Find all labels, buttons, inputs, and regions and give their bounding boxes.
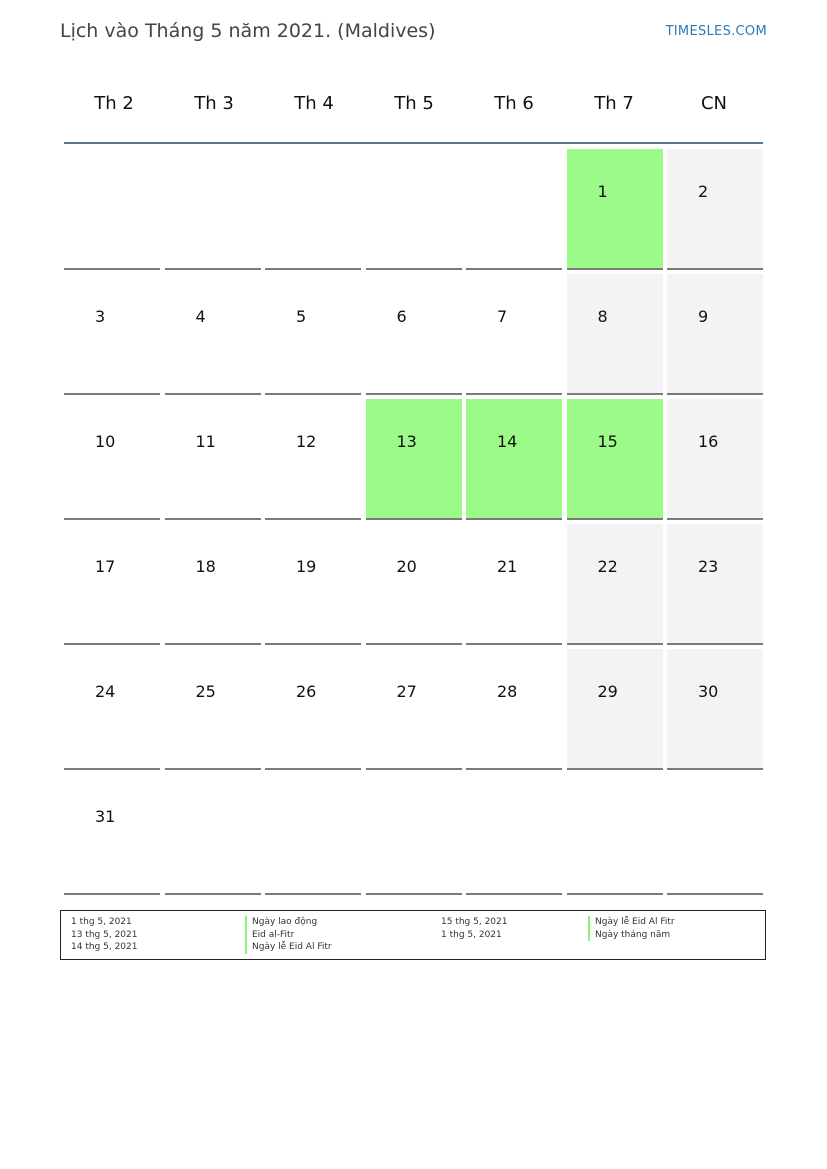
day-number: 10 bbox=[95, 432, 116, 451]
page-title: Lịch vào Tháng 5 năm 2021. (Maldives) bbox=[60, 20, 436, 42]
weekday-header bbox=[64, 88, 764, 120]
day-cell-15[interactable] bbox=[567, 399, 663, 520]
empty-day-cell bbox=[265, 774, 361, 895]
day-number: 6 bbox=[396, 307, 407, 326]
day-number: 9 bbox=[698, 307, 709, 326]
day-number: 23 bbox=[698, 557, 719, 576]
empty-day-cell bbox=[64, 149, 160, 270]
day-cell-11[interactable] bbox=[165, 399, 261, 520]
empty-day-cell bbox=[466, 149, 562, 270]
weekday-label: Th 3 bbox=[194, 93, 234, 114]
day-cell-31[interactable] bbox=[64, 774, 160, 895]
weekday-label: Th 7 bbox=[594, 93, 634, 114]
day-number: 1 bbox=[597, 182, 608, 201]
day-number: 25 bbox=[195, 682, 216, 701]
day-number: 12 bbox=[296, 432, 317, 451]
day-cell-27[interactable] bbox=[366, 649, 462, 770]
empty-day-cell bbox=[567, 774, 663, 895]
day-cell-20[interactable] bbox=[366, 524, 462, 645]
day-number: 4 bbox=[195, 307, 206, 326]
day-cell-12[interactable] bbox=[265, 399, 361, 520]
day-number: 5 bbox=[296, 307, 307, 326]
day-cell-13[interactable] bbox=[366, 399, 462, 520]
calendar-week bbox=[64, 649, 764, 774]
calendar-week bbox=[64, 149, 764, 274]
calendar-week bbox=[64, 774, 764, 899]
empty-day-cell bbox=[165, 774, 261, 895]
empty-day-cell bbox=[165, 149, 261, 270]
day-cell-6[interactable] bbox=[366, 274, 462, 395]
weekday-label: Th 2 bbox=[94, 93, 134, 114]
legend-names-right bbox=[588, 916, 675, 941]
day-number: 21 bbox=[497, 557, 518, 576]
calendar-week bbox=[64, 274, 764, 399]
day-cell-14[interactable] bbox=[466, 399, 562, 520]
weekday-label: Th 5 bbox=[394, 93, 434, 114]
day-number: 30 bbox=[698, 682, 719, 701]
legend-holiday-name: Ngày lao động bbox=[245, 916, 332, 929]
day-cell-29[interactable] bbox=[567, 649, 663, 770]
day-number: 31 bbox=[95, 807, 116, 826]
day-cell-26[interactable] bbox=[265, 649, 361, 770]
day-number: 11 bbox=[195, 432, 216, 451]
day-number: 18 bbox=[195, 557, 216, 576]
day-cell-16[interactable] bbox=[667, 399, 763, 520]
day-number: 14 bbox=[497, 432, 518, 451]
day-number: 24 bbox=[95, 682, 116, 701]
day-number: 22 bbox=[597, 557, 618, 576]
day-cell-21[interactable] bbox=[466, 524, 562, 645]
day-cell-25[interactable] bbox=[165, 649, 261, 770]
empty-day-cell bbox=[667, 774, 763, 895]
empty-day-cell bbox=[366, 774, 462, 895]
day-cell-19[interactable] bbox=[265, 524, 361, 645]
legend-dates-left bbox=[71, 916, 137, 954]
calendar-week bbox=[64, 524, 764, 649]
day-number: 20 bbox=[396, 557, 417, 576]
day-cell-22[interactable] bbox=[567, 524, 663, 645]
day-number: 13 bbox=[396, 432, 417, 451]
legend-names-left bbox=[245, 916, 332, 954]
day-cell-1[interactable] bbox=[567, 149, 663, 270]
day-cell-2[interactable] bbox=[667, 149, 763, 270]
legend-date: 1 thg 5, 2021 bbox=[71, 917, 132, 927]
day-number: 16 bbox=[698, 432, 719, 451]
day-number: 8 bbox=[597, 307, 608, 326]
empty-day-cell bbox=[366, 149, 462, 270]
calendar-grid bbox=[64, 149, 764, 899]
day-cell-5[interactable] bbox=[265, 274, 361, 395]
day-number: 17 bbox=[95, 557, 116, 576]
day-number: 19 bbox=[296, 557, 317, 576]
legend-date: 13 thg 5, 2021 bbox=[71, 929, 138, 940]
weekday-label: Th 4 bbox=[294, 93, 334, 114]
day-number: 15 bbox=[597, 432, 618, 451]
day-number: 28 bbox=[497, 682, 518, 701]
legend-holiday-name: Ngày tháng năm bbox=[588, 929, 675, 942]
day-cell-10[interactable] bbox=[64, 399, 160, 520]
day-number: 27 bbox=[396, 682, 417, 701]
day-cell-4[interactable] bbox=[165, 274, 261, 395]
holiday-legend bbox=[60, 910, 766, 960]
legend-date: 15 thg 5, 2021 bbox=[441, 917, 508, 927]
day-cell-9[interactable] bbox=[667, 274, 763, 395]
weekday-label: CN bbox=[700, 93, 728, 114]
day-number: 7 bbox=[497, 307, 508, 326]
weekday-label: Th 6 bbox=[494, 93, 534, 114]
legend-holiday-name: Ngày lễ Eid Al Fitr bbox=[588, 916, 675, 929]
header-divider bbox=[64, 142, 763, 144]
legend-holiday-name: Eid al-Fitr bbox=[245, 929, 332, 942]
day-number: 3 bbox=[95, 307, 106, 326]
day-cell-3[interactable] bbox=[64, 274, 160, 395]
empty-day-cell bbox=[265, 149, 361, 270]
day-cell-17[interactable] bbox=[64, 524, 160, 645]
day-cell-23[interactable] bbox=[667, 524, 763, 645]
legend-holiday-name: Ngày lễ Eid Al Fitr bbox=[245, 941, 332, 954]
day-cell-18[interactable] bbox=[165, 524, 261, 645]
day-number: 26 bbox=[296, 682, 317, 701]
day-number: 29 bbox=[597, 682, 618, 701]
day-cell-7[interactable] bbox=[466, 274, 562, 395]
empty-day-cell bbox=[466, 774, 562, 895]
day-number: 2 bbox=[698, 182, 709, 201]
day-cell-8[interactable] bbox=[567, 274, 663, 395]
legend-date: 1 thg 5, 2021 bbox=[441, 929, 502, 940]
day-cell-28[interactable] bbox=[466, 649, 562, 770]
legend-date: 14 thg 5, 2021 bbox=[71, 942, 138, 952]
day-cell-30[interactable] bbox=[667, 649, 763, 770]
brand-link[interactable]: TIMESLES.COM bbox=[665, 24, 767, 39]
legend-dates-right bbox=[441, 916, 507, 941]
day-cell-24[interactable] bbox=[64, 649, 160, 770]
calendar-week bbox=[64, 399, 764, 524]
